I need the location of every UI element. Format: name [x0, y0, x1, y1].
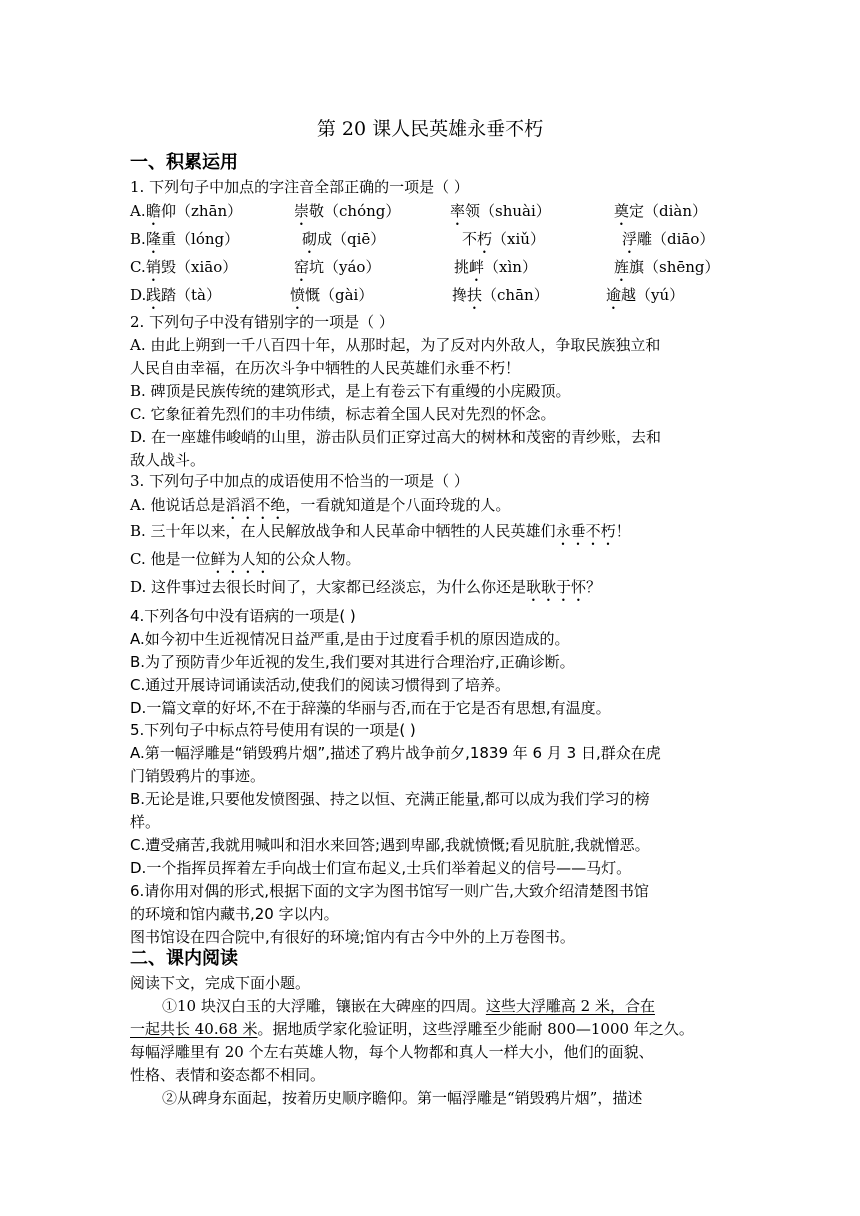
section-heading-2: 二、课内阅读: [130, 948, 238, 969]
question-3-option-d: D. 这件事过去很长时间了，大家都已经淡忘，为什么你还是耿耿于怀？: [130, 578, 602, 596]
page-title: 第 20 课人民英雄永垂不朽: [316, 118, 544, 140]
reading-paragraph-1-line-3: 每幅浮雕里有 20 个左右英雄人物，每个人物都和真人一样大小，他们的面貌、: [130, 1043, 654, 1061]
question-2-option-a: A. 由此上朔到一千八百四十年，从那时起，为了反对内外敌人，争取民族独立和: [130, 336, 661, 354]
question-4-option-c: C.通过开展诗词诵读活动,使我们的阅读习惯得到了培养。: [130, 676, 511, 694]
reading-paragraph-1-line-2: 一起共长 40.68 米。据地质学家化验证明，这些浮雕至少能耐 800—1000 年之久。: [130, 1020, 694, 1038]
question-2-option-a-cont: 人民自由幸福，在历次斗争中牺牲的人民英雄们永垂不朽！: [130, 359, 521, 377]
question-2-option-b: B. 碑顶是民族传统的建筑形式，是上有卷云下有重缦的小庑殿顶。: [130, 382, 571, 400]
question-1-stem: 1. 下列句子中加点的字注音全部正确的一项是（ ）: [130, 178, 469, 196]
question-4-option-d: D.一篇文章的好坏,不在于辞藻的华丽与否,而在于它是否有思想,有温度。: [130, 699, 611, 717]
document-page: 第 20 课人民英雄永垂不朽 一、积累运用 1. 下列句子中加点的字注音全部正确的一项是（ ） A. 瞻仰（zhān） 崇敬（chóng） 率领（shuài） 奠定（diàn） B. 隆重（lóng） 砌成（qiē） 不朽（xiǔ） 浮雕（diāo） C. 销毁（xiāo） 窑坑（yáo） 挑衅（xìn） 旌旗（shēng） D. 践踏（tà） 愤慨（gài） 搀扶（chān） 逾越（yú） 2. 下列句子中没有错别字的一项是（ ） A. 由此上朔到一千八百四十年，从那时起，为了反对内外敌人，争取民族独立和 人民自由幸福，在历次斗争中牺牲的人民英雄们永垂不朽！ B. 碑顶是民族传统的建筑形式，是上有卷云下有重缦的小庑殿顶。 C. 它象征着先烈们的丰功伟绩，标志着全国人民对先烈的怀念。 D. 在一座雄伟峻峭的山里，游击队员们正穿过高大的树林和茂密的青纱账，去和 敌人战斗。 3. 下列句子中加点的成语使用不恰当的一项是（ ） A. 他说话总是滔滔不绝，一看就知道是个八面玲珑的人。 B. 三十年以来，在人民解放战争和人民革命中牺牲的人民英雄们永垂不朽！ C. 他是一位鲜为人知的公众人物。 D. 这件事过去很长时间了，大家都已经淡忘，为什么你还是耿耿于怀？ 4.下列各句中没有语病的一项是( ) A.如今初中生近视情况日益严重,是由于过度看手机的原因造成的。 B.为了预防青少年近视的发生,我们要对其进行合理治疗,正确诊断。 C.通过开展诗词诵读活动,使我们的阅读习惯得到了培养。 D.一篇文章的好坏,不在于辞藻的华丽与否,而在于它是否有思想,有温度。 5.下列句子中标点符号使用有误的一项是( ) A.第一幅浮雕是“销毁鸦片烟”,描述了鸦片战争前夕,1839 年 6 月 3 日,群众在虎 门销毁鸦片的事迹。 B.无论是谁,只要他发愤图强、持之以恒、充满正能量,都可以成为我们学习的榜 样。 C.遭受痛苦,我就用喊叫和泪水来回答;遇到卑鄙,我就愤慨;看见肮脏,我就憎恶。 D.一个指挥员挥着左手向战士们宣布起义,士兵们举着起义的信号——马灯。 6.请你用对偶的形式,根据下面的文字为图书馆写一则广告,大致介绍清楚图书馆 的环境和馆内藏书,20 字以内。 图书馆设在四合院中,有很好的环境;馆内有古今中外的上万卷图书。 二、课内阅读 阅读下文，完成下面小题。 ①10 块汉白玉的大浮雕，镶嵌在大碑座的四周。这些大浮雕高 2 米，合在 一起共长 40.68 米。据地质学家化验证明，这些浮雕至少能耐 800—1000 年之久。 每幅浮雕里有 20 个左右英雄人物，每个人物都和真人一样大小，他们的面貌、 性格、表情和姿态都不相同。 ②从碑身东面起，按着历史顺序瞻仰。第一幅浮雕是“销毁鸦片烟”，描述: [0, 0, 860, 1216]
question-2-stem: 2. 下列句子中没有错别字的一项是（ ）: [130, 313, 394, 331]
question-5-option-a: A.第一幅浮雕是“销毁鸦片烟”,描述了鸦片战争前夕,1839 年 6 月 3 日,群众在虎: [130, 744, 661, 762]
question-2-option-d-cont: 敌人战斗。: [130, 451, 206, 469]
question-6-material: 图书馆设在四合院中,有很好的环境;馆内有古今中外的上万卷图书。: [130, 928, 575, 946]
question-3-option-b: B. 三十年以来，在人民解放战争和人民革命中牺牲的人民英雄们永垂不朽！: [130, 522, 631, 540]
question-3-option-a: A. 他说话总是滔滔不绝，一看就知道是个八面玲珑的人。: [130, 496, 511, 514]
question-5-stem: 5.下列句子中标点符号使用有误的一项是( ): [130, 721, 416, 739]
question-5-option-b: B.无论是谁,只要他发愤图强、持之以恒、充满正能量,都可以成为我们学习的榜: [130, 790, 650, 808]
reading-paragraph-2: ②从碑身东面起，按着历史顺序瞻仰。第一幅浮雕是“销毁鸦片烟”，描述: [162, 1089, 643, 1107]
section-heading-1: 一、积累运用: [130, 152, 238, 173]
question-5-option-a-cont: 门销毁鸦片的事迹。: [130, 767, 266, 785]
question-2-option-d: D. 在一座雄伟峻峭的山里，游击队员们正穿过高大的树林和茂密的青纱账，去和: [130, 428, 662, 446]
question-4-stem: 4.下列各句中没有语病的一项是( ): [130, 607, 356, 625]
question-2-option-c: C. 它象征着先烈们的丰功伟绩，标志着全国人民对先烈的怀念。: [130, 405, 556, 423]
question-4-option-b: B.为了预防青少年近视的发生,我们要对其进行合理治疗,正确诊断。: [130, 653, 575, 671]
reading-paragraph-1-line-4: 性格、表情和姿态都不相同。: [130, 1066, 326, 1084]
question-5-option-d: D.一个指挥员挥着左手向战士们宣布起义,士兵们举着起义的信号——马灯。: [130, 859, 632, 877]
question-6-stem-cont: 的环境和馆内藏书,20 字以内。: [130, 905, 339, 923]
reading-paragraph-1: ①10 块汉白玉的大浮雕，镶嵌在大碑座的四周。这些大浮雕高 2 米，合在: [162, 997, 655, 1015]
reading-instruction: 阅读下文，完成下面小题。: [130, 974, 311, 992]
underlined-sentence-cont: 一起共长 40.68 米: [130, 1020, 258, 1038]
question-5-option-c: C.遭受痛苦,我就用喊叫和泪水来回答;遇到卑鄙,我就愤慨;看见肮脏,我就憎恶。: [130, 836, 650, 854]
question-4-option-a: A.如今初中生近视情况日益严重,是由于过度看手机的原因造成的。: [130, 630, 570, 648]
question-6-stem: 6.请你用对偶的形式,根据下面的文字为图书馆写一则广告,大致介绍清楚图书馆: [130, 882, 649, 900]
question-5-option-b-cont: 样。: [130, 813, 161, 831]
question-3-option-c: C. 他是一位鲜为人知的公众人物。: [130, 550, 361, 568]
underlined-sentence: 这些大浮雕高 2 米，合在: [485, 997, 655, 1015]
question-3-stem: 3. 下列句子中加点的成语使用不恰当的一项是（ ）: [130, 472, 469, 490]
